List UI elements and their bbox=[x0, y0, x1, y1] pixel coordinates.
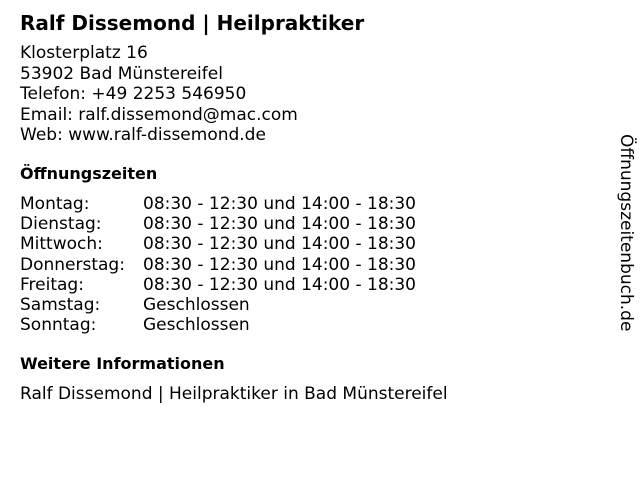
email-address: Email: ralf.dissemond@mac.com bbox=[20, 104, 298, 125]
business-title: Ralf Dissemond | Heilpraktiker bbox=[20, 11, 365, 35]
hours-time: 08:30 - 12:30 und 14:00 - 18:30 bbox=[143, 234, 416, 255]
hours-day: Montag: bbox=[20, 194, 90, 214]
hours-time: 08:30 - 12:30 und 14:00 - 18:30 bbox=[143, 254, 416, 275]
hours-day: Sonntag: bbox=[20, 315, 97, 336]
watermark bbox=[612, 134, 640, 364]
website-address: Web: www.ralf-dissemond.de bbox=[20, 125, 266, 145]
watermark-text: Öffnungszeitenbuch.de bbox=[616, 134, 636, 332]
hours-time: 08:30 - 12:30 und 14:00 - 18:30 bbox=[143, 274, 416, 295]
more-info-text: Ralf Dissemond | Heilpraktiker in Bad Münstereifel bbox=[20, 384, 448, 404]
address-street: Klosterplatz 16 bbox=[20, 43, 148, 63]
opening-hours-heading: Öffnungszeiten bbox=[20, 164, 158, 183]
phone-number: Telefon: +49 2253 546950 bbox=[20, 84, 247, 104]
address-city: 53902 Bad Münstereifel bbox=[20, 63, 223, 84]
hours-time: Geschlossen bbox=[143, 315, 250, 336]
hours-day: Donnerstag: bbox=[20, 254, 125, 275]
more-info-heading: Weitere Informationen bbox=[20, 354, 225, 373]
hours-time: Geschlossen bbox=[143, 294, 250, 315]
hours-time: 08:30 - 12:30 und 14:00 - 18:30 bbox=[143, 194, 416, 214]
hours-day: Dienstag: bbox=[20, 214, 102, 235]
hours-day: Samstag: bbox=[20, 294, 101, 315]
hours-day: Mittwoch: bbox=[20, 234, 103, 255]
hours-day: Freitag: bbox=[20, 274, 84, 295]
hours-time: 08:30 - 12:30 und 14:00 - 18:30 bbox=[143, 214, 416, 235]
contact-block bbox=[20, 43, 298, 146]
